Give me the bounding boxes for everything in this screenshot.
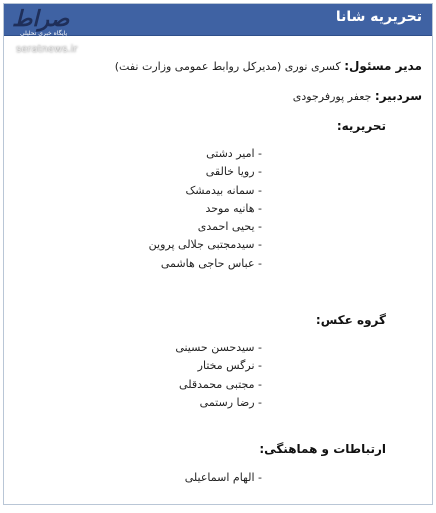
chief-editor-row xyxy=(293,89,422,103)
list-item: - یحیی احمدی xyxy=(197,220,262,234)
editor-in-charge-value: کسری نوری (مدیرکل روابط عمومی وزارت نفت) xyxy=(114,60,341,73)
editor-in-charge-label: مدیر مسئول: xyxy=(344,59,422,73)
editor-in-charge-row xyxy=(115,59,422,73)
staff-panel xyxy=(3,3,433,505)
chief-editor-label: سردبیر: xyxy=(374,89,422,103)
list-item: - مجتبی محمدقلی xyxy=(179,377,262,391)
panel-title: تحریریه شانا xyxy=(335,9,422,25)
list-item: - سیدحسن حسینی xyxy=(175,341,262,354)
watermark-logo xyxy=(10,6,106,56)
list-item: - عباس حاجی هاشمی xyxy=(160,256,262,270)
photo-group-title: گروه عکس: xyxy=(315,313,386,327)
photo-group-list xyxy=(175,339,262,412)
chief-editor-value: جعفر پورفرجودی xyxy=(292,90,372,103)
logo-tagline: پایگاه خبری تحلیلی xyxy=(20,30,68,37)
logo-name: صراط xyxy=(12,6,70,32)
logo-url: seratnews.ir xyxy=(16,44,78,55)
coordination-title: ارتباطات و هماهنگی: xyxy=(259,442,386,456)
list-item: - سمانه بیدمشک xyxy=(185,183,262,197)
editorial-list xyxy=(149,145,262,273)
list-item: - سیدمجتبی جلالی پروین xyxy=(148,238,262,252)
list-item: - هانیه موحد xyxy=(205,201,262,215)
list-item: - رضا رستمی xyxy=(199,395,262,409)
coordination-list xyxy=(185,469,262,487)
list-item: - امیر دشتی xyxy=(206,147,262,160)
list-item: - نرگس مختار xyxy=(197,359,262,373)
editorial-title: تحریریه: xyxy=(336,119,386,133)
list-item: - رویا خالقی xyxy=(205,165,262,179)
list-item: - الهام اسماعیلی xyxy=(184,471,262,484)
